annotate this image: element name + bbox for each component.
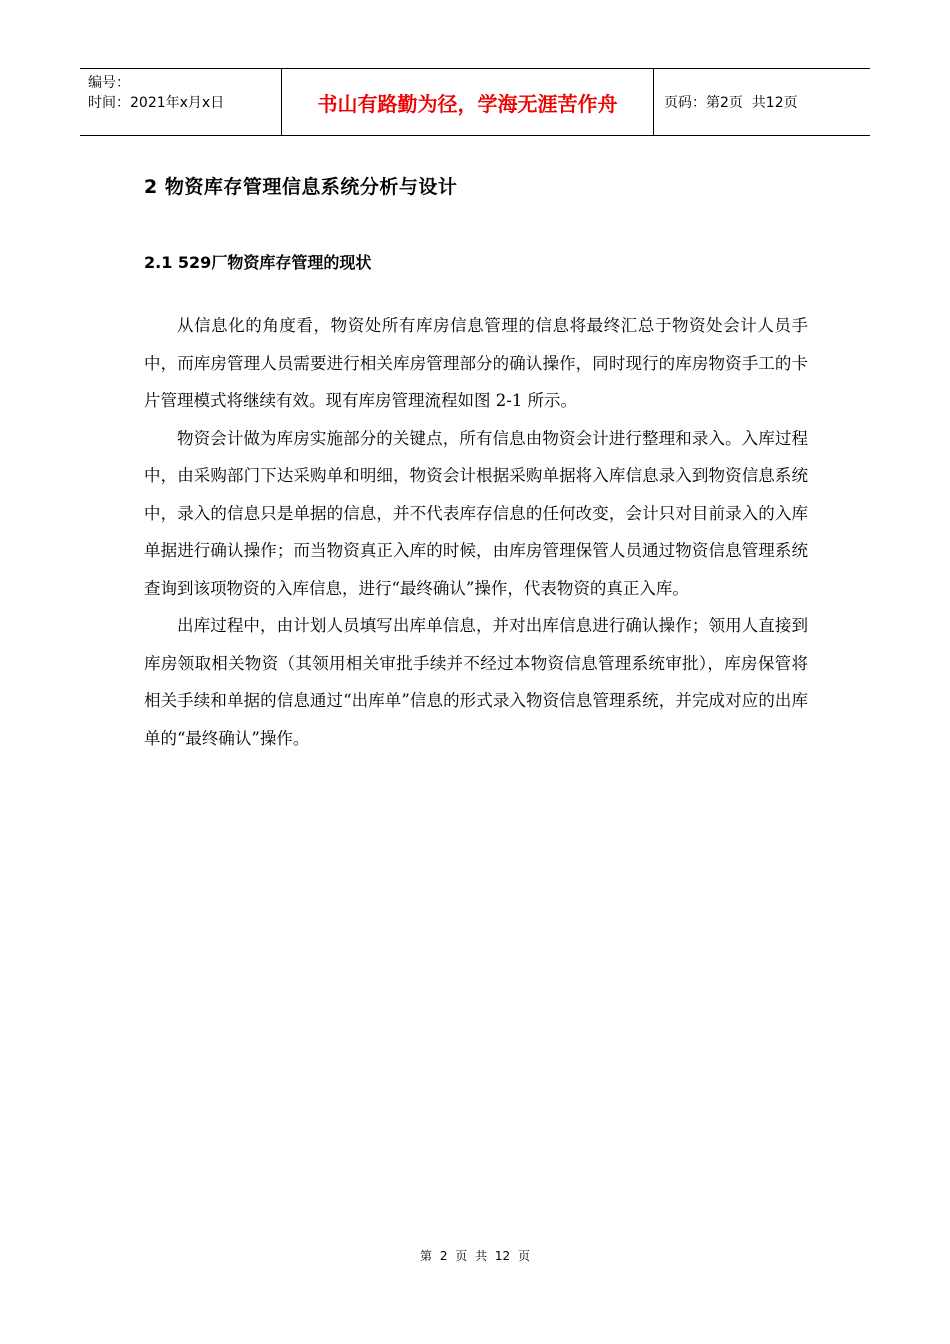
header-motto: 书山有路勤为径，学海无涯苦作舟 xyxy=(281,69,654,135)
page-footer: 第 2 页 共 12 页 xyxy=(420,1249,530,1263)
header-page-info xyxy=(654,69,870,135)
section-title: 2 物资库存管理信息系统分析与设计 xyxy=(144,176,458,198)
subsection-title: 2.1 529厂物资库存管理的现状 xyxy=(144,253,372,272)
header-page-info-text: 页码：第2页 共12页 xyxy=(664,95,798,111)
page-header xyxy=(80,68,870,136)
document-date: 时间：2021年x月x日 xyxy=(88,95,225,111)
body-text xyxy=(144,307,808,757)
paragraph: 从信息化的角度看，物资处所有库房信息管理的信息将最终汇总于物资处会计人员手中，而库房管理人员需要进行相关库房管理部分的确认操作，同时现行的库房物资手工的卡片管理模式将继续有效。现有库房管理流程如图 2-1 所示。 xyxy=(144,316,808,410)
header-meta xyxy=(80,69,281,135)
document-number-label: 编号： xyxy=(88,75,130,91)
paragraph: 物资会计做为库房实施部分的关键点，所有信息由物资会计进行整理和录入。入库过程中，由采购部门下达采购单和明细，物资会计根据采购单据将入库信息录入到物资信息系统中，录入的信息只是单据的信息，并不代表库存信息的任何改变，会计只对目前录入的入库单据进行确认操作；而当物资真正入库的时候，由库房管理保管人员通过物资信息管理系统查询到该项物资的入库信息，进行“最终确认”操作，代表物资的真正入库。 xyxy=(144,428,808,598)
paragraph: 出库过程中，由计划人员填写出库单信息，并对出库信息进行确认操作；领用人直接到库房领取相关物资（其领用相关审批手续并不经过本物资信息管理系统审批），库房保管将相关手续和单据的信息通过“出库单”信息的形式录入物资信息管理系统，并完成对应的出库单的“最终确认”操作。 xyxy=(144,616,808,748)
